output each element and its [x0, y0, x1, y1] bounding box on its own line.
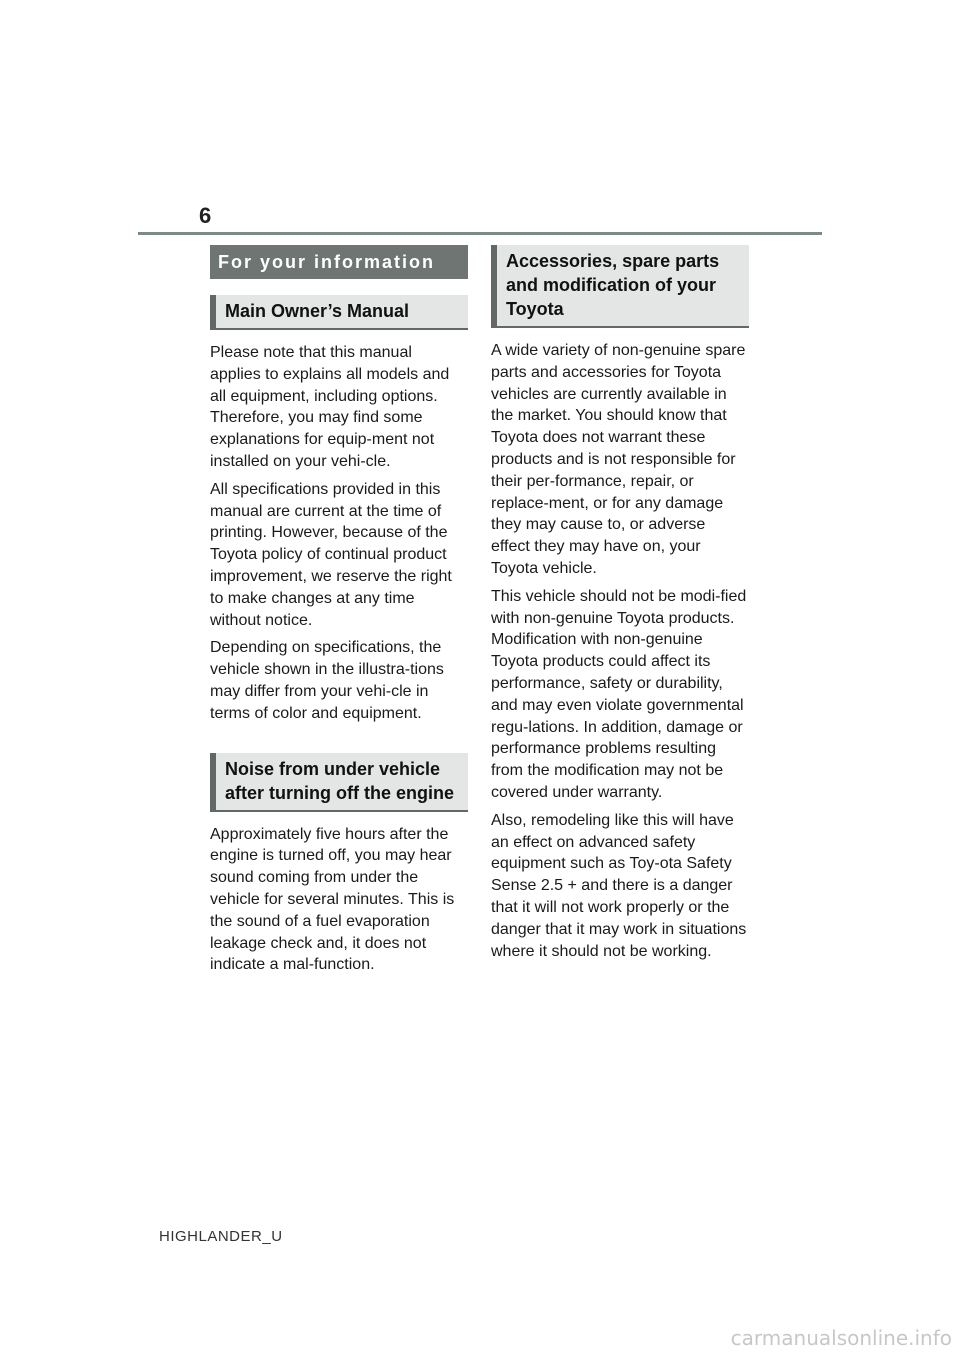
header-rule	[138, 232, 822, 235]
paragraph: A wide variety of non-genuine spare parts and accessories for Toyota vehicles are currently available in the market. You should know that Toyota does not warrant these products and is not responsible for their per-formance, repair, or replace-ment, or for any damage they may cause to, or adverse effect they may have on, your Toyota vehicle.	[491, 342, 746, 577]
paragraph: Approximately five hours after the engine is turned off, you may hear sound coming from under the vehicle for several minutes. This is the sound of a fuel evaporation leakage check and, it does not indicate a mal-function.	[210, 825, 455, 974]
heading-accessories-spare-parts: Accessories, spare parts and modification of your Toyota	[491, 245, 749, 328]
paragraph: Also, remodeling like this will have an effect on advanced safety equipment such as Toy-ota Safety Sense 2.5 + and there is a danger that it will not work properly or the danger that it may work in situations where it should not be working.	[491, 811, 747, 960]
footer-model-code: HIGHLANDER_U	[159, 1228, 283, 1245]
left-column	[210, 245, 468, 976]
paragraph: All specifications provided in this manual are current at the time of printing. However, because of the Toyota policy of continual product improvement, we reserve the right to make changes at any time without notice.	[210, 480, 452, 629]
page-number: 6	[199, 203, 212, 228]
heading-noise-under-vehicle: Noise from under vehicle after turning off the engine	[210, 753, 468, 812]
heading-main-owners-manual: Main Owner’s Manual	[210, 295, 468, 330]
section-title: For your information	[210, 245, 468, 279]
paragraph: Please note that this manual applies to explains all models and all equipment, including options. Therefore, you may find some explanations for equip-ment not installed on your vehi-cle.	[210, 344, 450, 470]
right-column	[491, 245, 749, 962]
paragraph: This vehicle should not be modi-fied with non-genuine Toyota products. Modification with non-genuine Toyota products could affect its performance, safety or durability, and may even violate governmental regu-lations. In addition, damage or performance problems resulting from the modification may not be covered under warranty.	[491, 587, 747, 801]
watermark: carmanualsonline.info	[730, 1326, 952, 1350]
paragraph: Depending on specifications, the vehicle shown in the illustra-tions may differ from your vehi-cle in terms of color and equipment.	[210, 639, 444, 722]
